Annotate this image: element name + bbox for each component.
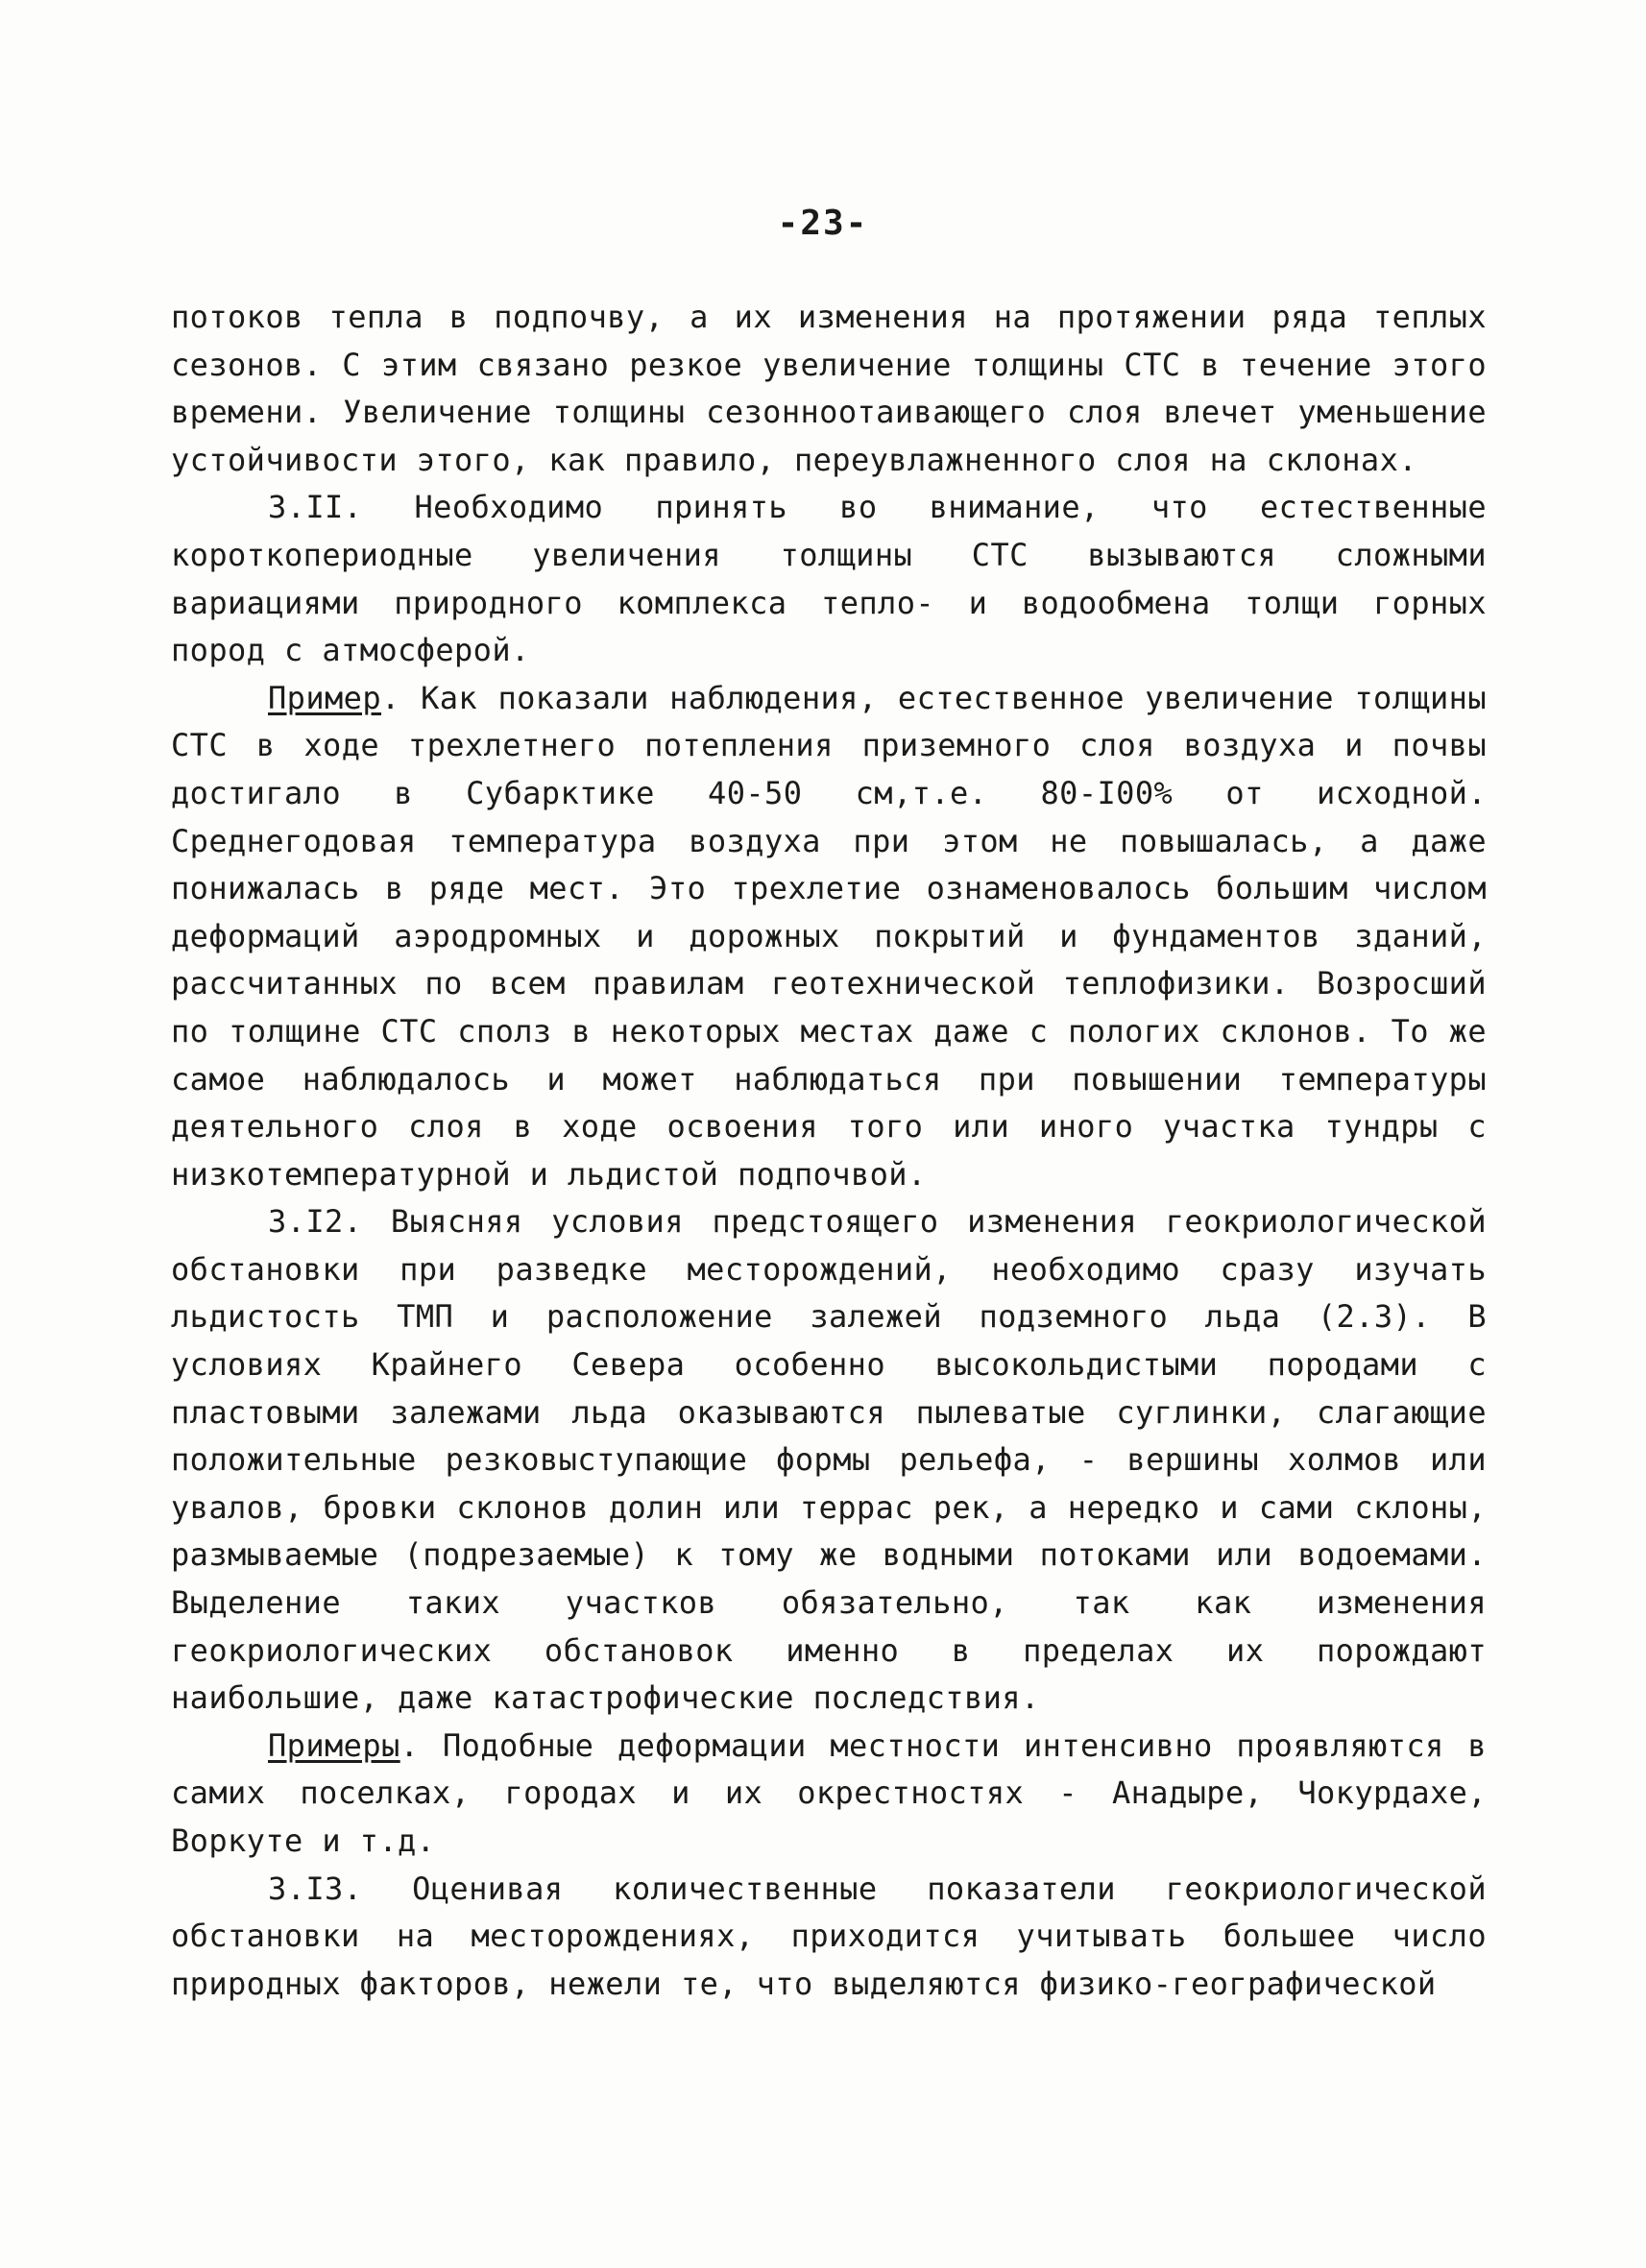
paragraph-example-1 xyxy=(171,675,1487,1199)
examples-text: . Подобные деформации местности интенсивно проявляются в самих поселках, городах и их окрестностях - Анадыре, Чокурдахе, Воркуте и т.д. xyxy=(171,1726,1487,1859)
paragraph-examples-2 xyxy=(171,1723,1487,1866)
paragraph-section-3-11: 3.II. Необходимо принять во внимание, что естественные короткопериодные увеличения толщины СТС вызываются сложными вариациями природного комплекса тепло- и водообмена толщи горных пород с атмосферой. xyxy=(171,489,1487,669)
paragraph-section-3-13: 3.I3. Оценивая количественные показатели геокриологической обстановки на месторождениях, приходится учитывать большее число природных факторов, нежели те, что выделяются физико-географической xyxy=(171,1870,1487,2002)
paragraph-continuation: потоков тепла в подпочву, а их изменения на протяжении ряда теплых сезонов. С этим связано резкое увеличение толщины СТС в течение этого времени. Увеличение толщины сезонноотаивающего слоя влечет уменьшение устойчивости этого, как правило, переувлажненного слоя на склонах. xyxy=(171,299,1487,478)
example-heading: Пример xyxy=(268,679,381,716)
example-text: . Как показали наблюдения, естественное увеличение толщины СТС в ходе трехлетнего потепления приземного слоя воздуха и почвы достигало в Субарктике 40-50 см,т.е. 80-I00% от исходной. Среднегодовая температура воздуха при этом не повышалась, а даже понижалась в ряде мест. Это трехлетие ознаменовалось большим числом деформаций аэродромных и дорожных покрытий и фундаментов зданий, рассчитанных по всем правилам геотехнической теплофизики. Возросший по толщине СТС сполз в некоторых местах даже с пологих склонов. То же самое наблюдалось и может наблюдаться при повышении температуры деятельного слоя в ходе освоения того или иного участка тундры с низкотемпературной и льдистой подпочвой. xyxy=(171,679,1487,1193)
body-text xyxy=(171,294,1487,2008)
paragraph-section-3-12: 3.I2. Выясняя условия предстоящего изменения геокриологической обстановки при разведке месторождений, необходимо сразу изучать льдистость ТМП и расположение залежей подземного льда (2.3). В условиях Крайнего Севера особенно высокольдистыми породами с пластовыми залежами льда оказываются пылеватые суглинки, слагающие положительные резковыступающие формы рельефа, - вершины холмов или увалов, бровки склонов долин или террас рек, а нередко и сами склоны, размываемые (подрезаемые) к тому же водными потоками или водоемами. Выделение таких участков обязательно, так как изменения геокриологических обстановок именно в пределах их порождают наибольшие, даже катастрофические последствия. xyxy=(171,1203,1487,1717)
page-number: -23- xyxy=(777,204,869,243)
examples-heading: Примеры xyxy=(268,1726,400,1764)
